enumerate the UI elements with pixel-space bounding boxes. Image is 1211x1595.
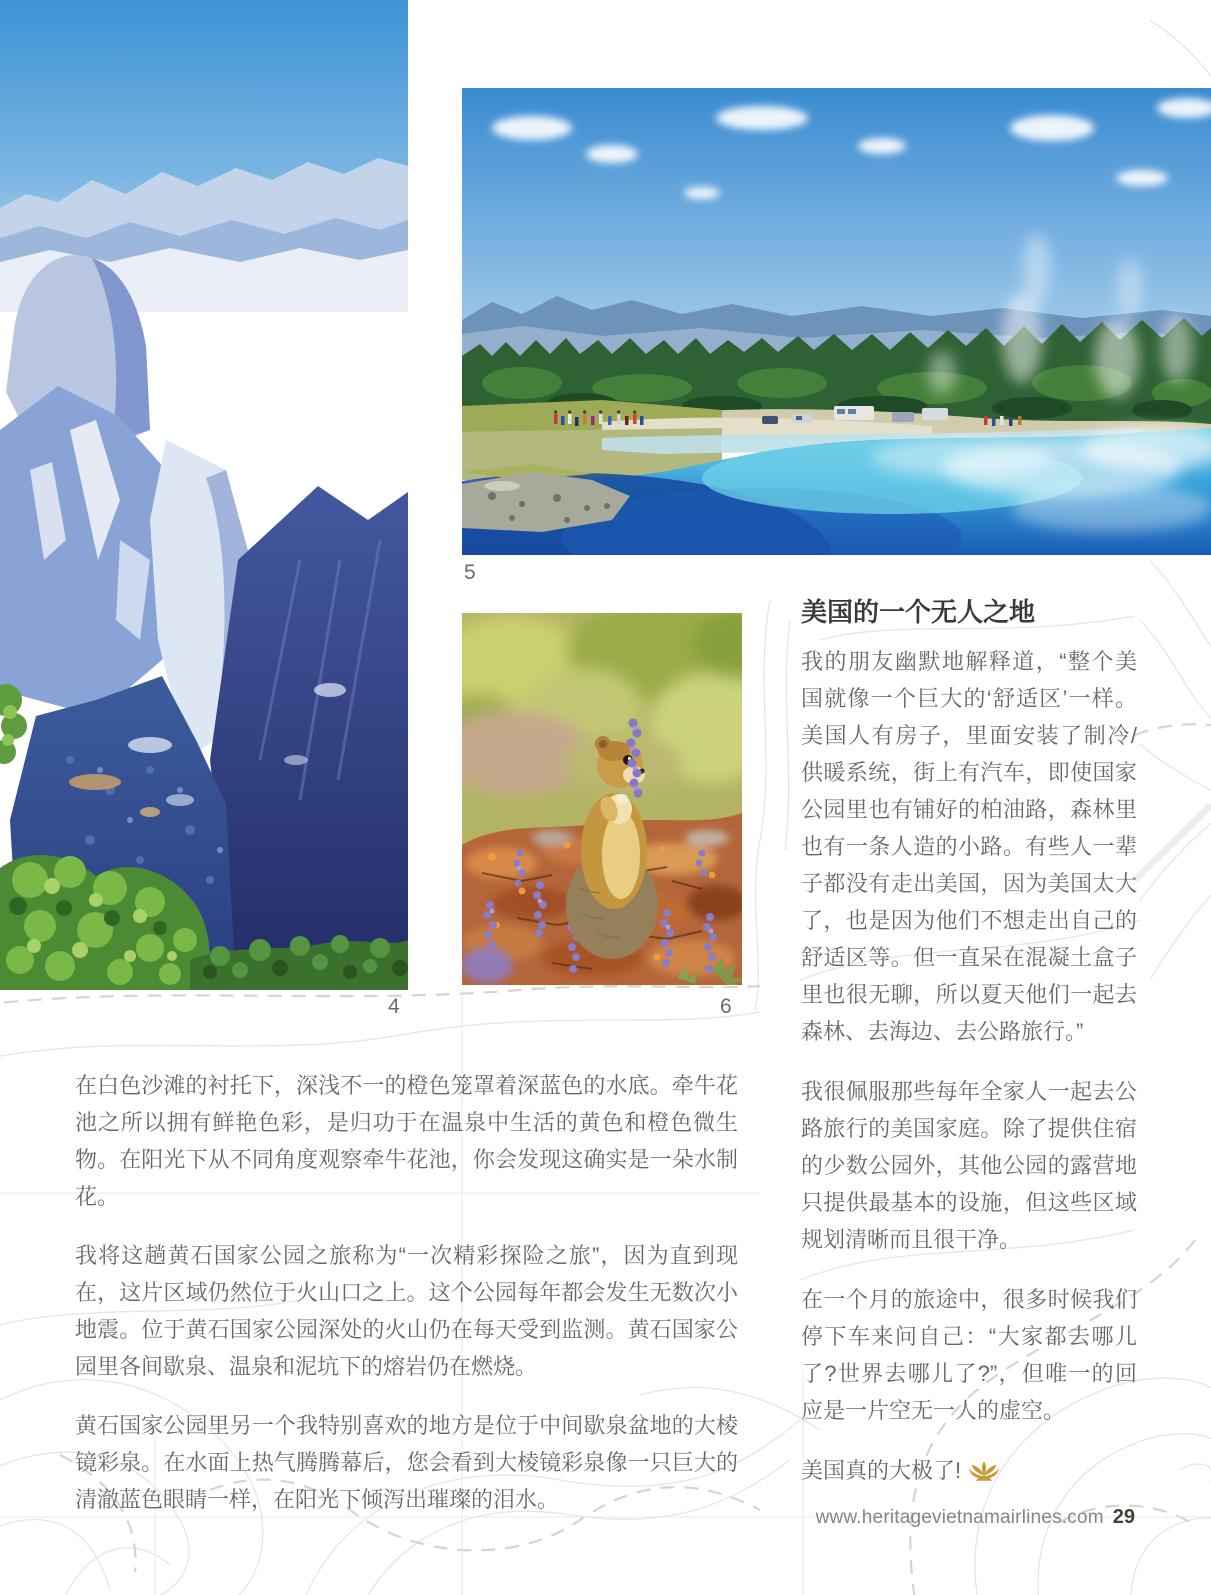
- paragraph-empty-void: 在一个月的旅途中，很多时候我们停下车来问自己：“大家都去哪儿了?世界去哪儿了?”，但唯一的回应是一片空无一人的虚空。: [801, 1287, 1137, 1423]
- figure-number-5: 5: [464, 561, 476, 584]
- squirrel-illustration: [462, 613, 742, 985]
- paragraph-morning-glory-pool: 在白色沙滩的衬托下，深浅不一的橙色笼罩着深蓝色的水底。牵牛花池之所以拥有鲜艳色彩，是归功于在温泉中生活的黄色和橙色微生物。在阳光下从不同角度观察牵牛花池，你会发现这确实是一朵水制花。: [75, 1073, 738, 1209]
- right-text-column: [801, 596, 1137, 1489]
- lotus-icon: [969, 1461, 999, 1481]
- photo-yosemite-valley: [0, 0, 408, 990]
- yosemite-illustration: [0, 0, 408, 990]
- left-text-column: [75, 1067, 738, 1540]
- figure-number-6: 6: [720, 995, 732, 1018]
- website-url: www.heritagevietnamairlines.com: [815, 1507, 1104, 1528]
- yellowstone-illustration: [462, 88, 1211, 555]
- closing-line: [801, 1452, 1137, 1489]
- paragraph-road-trips: 我很佩服那些每年全家人一起去公路旅行的美国家庭。除了提供住宿的少数公园外，其他公园的露营地只提供最基本的设施，但这些区域规划清晰而且很干净。: [801, 1079, 1137, 1252]
- closing-text: 美国真的大极了!: [801, 1458, 962, 1483]
- paragraph-volcano: 我将这趟黄石国家公园之旅称为“一次精彩探险之旅”，因为直到现在，这片区域仍然位于火山口之上。这个公园每年都会发生无数次小地震。位于黄石国家公园深处的火山仍在每天受到监测。黄石国家公园里各间歇泉、温泉和泥坑下的熔岩仍在燃烧。: [75, 1243, 738, 1379]
- section-heading: 美国的一个无人之地: [801, 597, 1036, 627]
- page-number: 29: [1112, 1506, 1135, 1528]
- figure-number-4: 4: [388, 995, 400, 1018]
- paragraph-grand-prismatic: 黄石国家公园里另一个我特别喜欢的地方是位于中间歇泉盆地的大棱镜彩泉。在水面上热气腾腾幕后，您会看到大棱镜彩泉像一只巨大的清澈蓝色眼睛一样，在阳光下倾泻出璀璨的泪水。: [75, 1413, 738, 1512]
- paragraph-comfort-zone: 我的朋友幽默地解释道，“整个美国就像一个巨大的‘舒适区’一样。美国人有房子，里面安装了制冷/供暖系统，街上有汽车，即使国家公园里也有铺好的柏油路，森林里也有一条人造的小路。有些人一辈子都没有走出美国，因为美国太大了，也是因为他们不想走出自己的舒适区等。但一直呆在混凝土盒子里也很无聊，所以夏天他们一起去森林、去海边、去公路旅行。”: [801, 649, 1137, 1044]
- page-footer: [816, 1506, 1135, 1529]
- photo-yellowstone-hot-spring: [462, 88, 1211, 555]
- photo-ground-squirrel: [462, 613, 742, 985]
